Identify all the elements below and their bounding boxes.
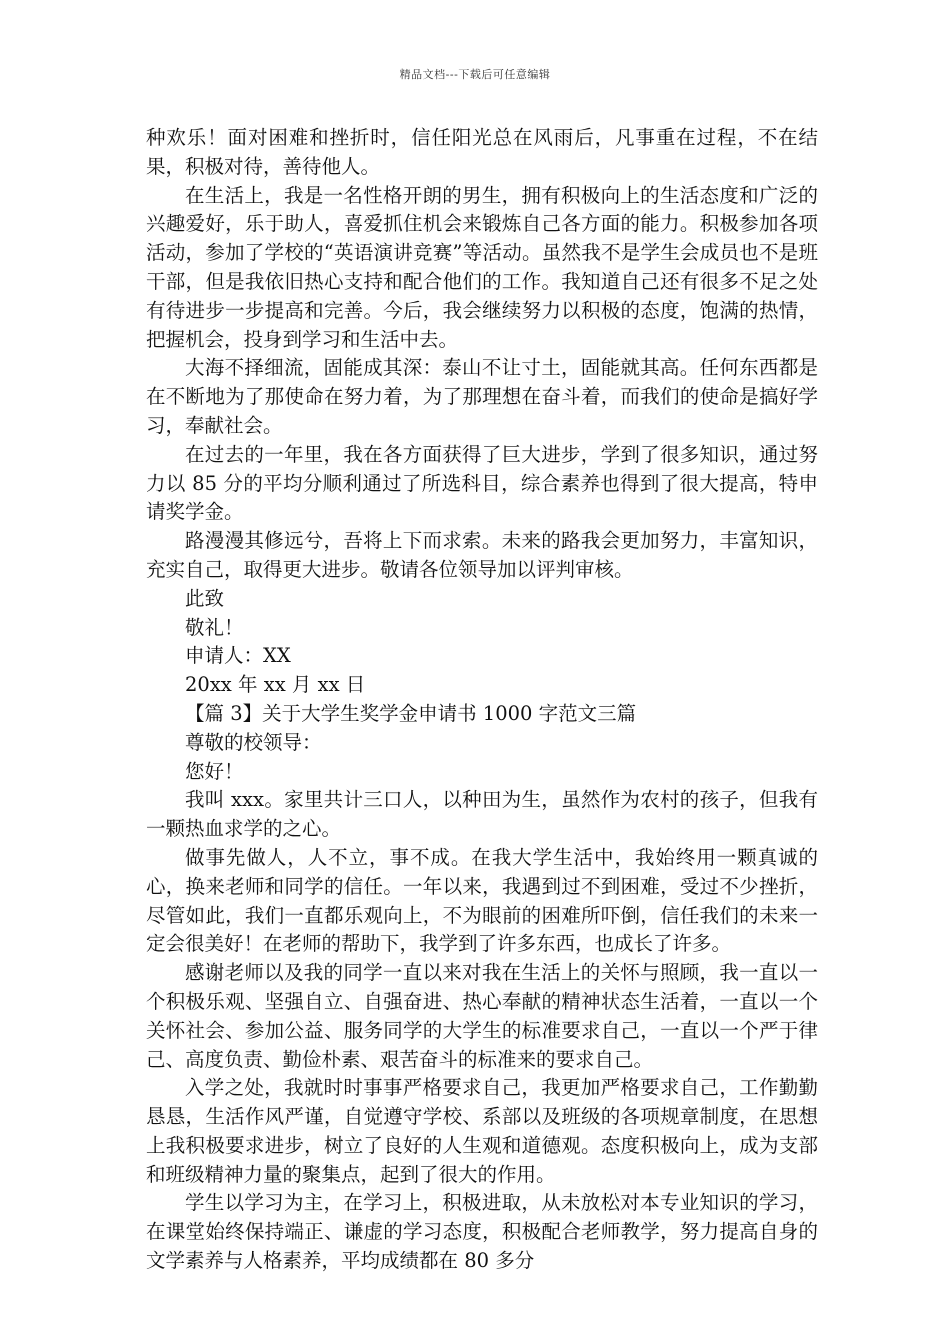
paragraph: 在生活上，我是一名性格开朗的男生，拥有积极向上的生活态度和广泛的兴趣爱好，乐于助人，喜爱抓住机会来锻炼自己各方面的能力。积极参加各项活动，参加了学校的“英语演讲竞赛”等活动。虽然我不是学生会成员也不是班干部，但是我依旧热心支持和配合他们的工作。我知道自己还有很多不足之处有待进步一步提高和完善。今后，我会继续努力以积极的态度，饱满的热情，把握机会，投身到学习和生活中去。 [146,183,818,351]
paragraph: 大海不择细流，固能成其深：泰山不让寸土，固能就其高。任何东西都是在不断地为了那使命在努力着，为了那理想在奋斗着，而我们的使命是搞好学习，奉献社会。 [146,356,818,437]
closing-line: 此致 [185,586,225,610]
paragraph: 在过去的一年里，我在各方面获得了巨大进步，学到了很多知识，通过努力以 85 分的平均分顺利通过了所选科目，综合素养也得到了很大提高，特申请奖学金。 [146,442,818,524]
paragraph: 路漫漫其修远兮，吾将上下而求索。未来的路我会更加努力，丰富知识，充实自己，取得更大进步。敬请各位领导加以评判审核。 [146,529,818,581]
paragraph: 学生以学习为主，在学习上，积极进取，从未放松对本专业知识的学习，在课堂始终保持端正、谦虚的学习态度，积极配合老师教学，努力提高自身的文学素养与人格素养，平均成绩都在 80 多分 [146,1191,818,1273]
paragraph: 种欢乐！面对困难和挫折时，信任阳光总在风雨后，凡事重在过程，不在结果，积极对待，善待他人。 [146,126,818,178]
applicant-name: 申请人：XX [185,644,291,668]
salutation: 尊敬的校领导： [185,730,322,754]
paragraph: 我叫 xxx。家里共计三口人，以种田为生，虽然作为农村的孩子，但我有一颗热血求学的之心。 [146,788,818,841]
application-date: 20xx 年 xx 月 xx 日 [185,673,366,697]
page-header: 精品文档---下载后可任意编辑 [399,68,551,81]
paragraph: 入学之处，我就时时事事严格要求自己，我更加严格要求自己，工作勤勤恳恳，生活作风严谨，自觉遵守学校、系部以及班级的各项规章制度，在思想上我积极要求进步，树立了良好的人生观和道德观。态度积极向上，成为支部和班级精神力量的聚集点，起到了很大的作用。 [146,1076,818,1186]
section-title: 【篇 3】关于大学生奖学金申请书 1000 字范文三篇 [185,701,637,725]
closing-salute: 敬礼！ [185,615,244,639]
paragraph: 感谢老师以及我的同学一直以来对我在生活上的关怀与照顾，我一直以一个积极乐观、坚强自立、自强奋进、热心奉献的精神状态生活着，一直以一个关怀社会、参加公益、服务同学的大学生的标准要求自己，一直以一个严于律己、高度负责、勤俭朴素、艰苦奋斗的标准来的要求自己。 [146,961,818,1071]
greeting: 您好！ [185,759,244,783]
paragraph: 做事先做人，人不立，事不成。在我大学生活中，我始终用一颗真诚的心，换来老师和同学的信任。一年以来，我遇到过不到困难，受过不少挫折，尽管如此，我们一直都乐观向上，不为眼前的困难所吓倒，信任我们的未来一定会很美好！在老师的帮助下，我学到了许多东西，也成长了许多。 [146,845,818,956]
document-body [146,124,818,1276]
